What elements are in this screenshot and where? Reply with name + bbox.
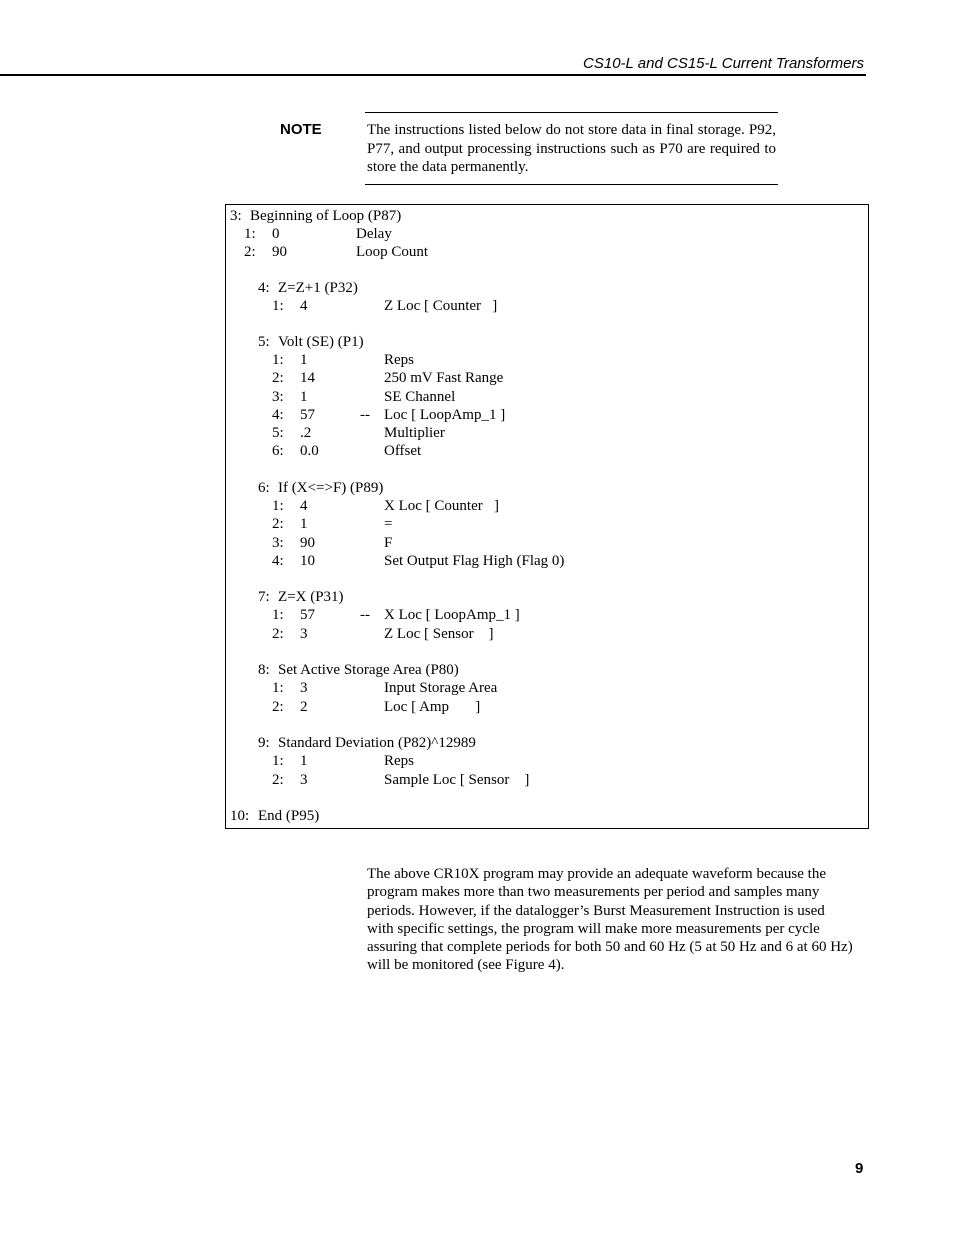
param-description: Reps: [384, 753, 414, 769]
param-description: SE Channel: [384, 389, 456, 405]
param-number: 6:: [272, 443, 284, 459]
param-description: X Loc [ Counter ]: [384, 498, 499, 514]
note-box: [365, 112, 778, 185]
param-number: 5:: [272, 425, 284, 441]
param-description: Offset: [384, 443, 422, 459]
program-step-number: 7:: [258, 589, 270, 605]
param-description: Multiplier: [384, 425, 445, 441]
program-step-title: Volt (SE) (P1): [278, 334, 364, 350]
param-number: 3:: [272, 389, 284, 405]
param-description: Sample Loc [ Sensor ]: [384, 772, 530, 788]
param-number: 1:: [272, 753, 284, 769]
param-number: 1:: [272, 607, 284, 623]
param-value: 0.0: [300, 443, 319, 459]
program-step-number: 10:: [230, 808, 250, 824]
program-step-title: Standard Deviation (P82)^12989: [278, 735, 476, 751]
param-description: F: [384, 535, 393, 551]
param-value: 14: [300, 370, 315, 386]
param-number: 2:: [272, 370, 284, 386]
program-listing: [225, 204, 869, 829]
param-dash: --: [360, 407, 370, 423]
param-number: 4:: [272, 553, 284, 569]
body-paragraph: The above CR10X program may provide an adequate waveform because the program makes more than two measurements per period and samples many periods. However, if the datalogger’s Burst Measurement Instruction is used with specific settings, the program will make more measurements per cycle assuring that complete periods for both 50 and 60 Hz (5 at 50 Hz and 6 at 60 Hz) will be monitored (see Figure 4).: [367, 866, 853, 974]
param-value: 1: [300, 516, 308, 532]
program-step-title: Z=X (P31): [278, 589, 344, 605]
param-value: 0: [272, 226, 280, 242]
param-number: 1:: [272, 352, 284, 368]
param-description: 250 mV Fast Range: [384, 370, 504, 386]
param-number: 2:: [244, 244, 256, 260]
param-value: 1: [300, 352, 308, 368]
param-value: 4: [300, 498, 308, 514]
program-step-number: 6:: [258, 480, 270, 496]
program-step-number: 4:: [258, 280, 270, 296]
note-label: NOTE: [280, 121, 322, 138]
param-description: Loc [ LoopAmp_1 ]: [384, 407, 506, 423]
param-value: 90: [272, 244, 287, 260]
param-value: 57: [300, 407, 315, 423]
param-value: 3: [300, 626, 308, 642]
param-number: 4:: [272, 407, 284, 423]
param-number: 2:: [272, 772, 284, 788]
program-step-title: If (X<=>F) (P89): [278, 480, 384, 496]
param-number: 1:: [272, 498, 284, 514]
param-description: Delay: [356, 226, 392, 242]
param-number: 2:: [272, 626, 284, 642]
param-dash: --: [360, 607, 370, 623]
header-rule: [0, 74, 866, 76]
param-description: Loc [ Amp ]: [384, 699, 481, 715]
param-number: 2:: [272, 699, 284, 715]
param-number: 1:: [272, 298, 284, 314]
param-value: 57: [300, 607, 315, 623]
program-step-number: 5:: [258, 334, 270, 350]
param-number: 1:: [244, 226, 256, 242]
param-description: X Loc [ LoopAmp_1 ]: [384, 607, 520, 623]
program-step-number: 9:: [258, 735, 270, 751]
param-description: Input Storage Area: [384, 680, 498, 696]
param-description: Z Loc [ Counter ]: [384, 298, 498, 314]
param-value: 90: [300, 535, 315, 551]
param-description: Reps: [384, 352, 414, 368]
note-text: The instructions listed below do not store data in final storage. P92, P77, and output processing instructions such as P70 are required to store the data permanently.: [367, 122, 776, 175]
param-number: 3:: [272, 535, 284, 551]
program-step-title: Set Active Storage Area (P80): [278, 662, 459, 678]
program-step-title: Z=Z+1 (P32): [278, 280, 358, 296]
param-description: =: [384, 516, 393, 532]
param-value: 3: [300, 680, 308, 696]
param-value: .2: [300, 425, 312, 441]
param-value: 3: [300, 772, 308, 788]
param-value: 1: [300, 753, 308, 769]
page-header-title: CS10-L and CS15-L Current Transformers: [583, 55, 864, 72]
page-number: 9: [855, 1160, 864, 1177]
param-value: 10: [300, 553, 315, 569]
param-value: 1: [300, 389, 308, 405]
program-step-title: End (P95): [258, 808, 320, 824]
param-number: 2:: [272, 516, 284, 532]
param-description: Z Loc [ Sensor ]: [384, 626, 494, 642]
param-number: 1:: [272, 680, 284, 696]
param-value: 4: [300, 298, 308, 314]
param-description: Loop Count: [356, 244, 429, 260]
program-step-title: Beginning of Loop (P87): [250, 208, 402, 224]
param-description: Set Output Flag High (Flag 0): [384, 553, 565, 569]
program-step-number: 8:: [258, 662, 270, 678]
program-step-number: 3:: [230, 208, 242, 224]
param-value: 2: [300, 699, 308, 715]
